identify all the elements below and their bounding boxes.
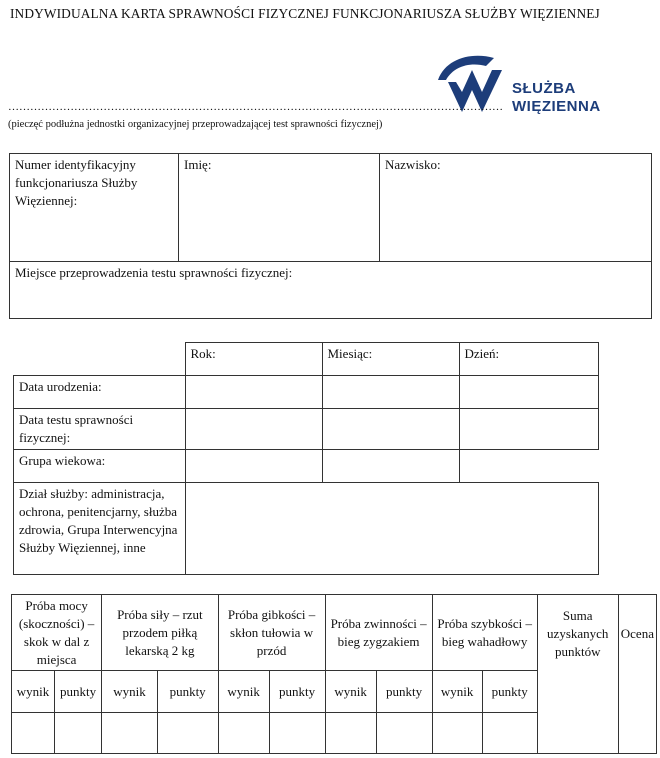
logo-text-line1: SŁUŻBA [512, 80, 576, 97]
birth-year-cell[interactable] [185, 376, 322, 409]
test-day-cell[interactable] [459, 409, 599, 450]
birth-day-cell[interactable] [459, 376, 599, 409]
last-name-label: Nazwisko: [385, 157, 441, 172]
test-header-power: Próba mocy (skoczności) – skok w dal z miejsca [12, 595, 102, 671]
agility-result-cell[interactable] [325, 713, 376, 754]
test-year-cell[interactable] [185, 409, 322, 450]
age-group-label: Grupa wiekowa: [14, 450, 186, 483]
test-date-label: Data testu sprawności fizycznej: [14, 409, 186, 450]
agility-points-label: punkty [376, 671, 432, 713]
last-name-field[interactable] [380, 154, 652, 262]
test-header-agility: Próba zwinności – bieg zygzakiem [325, 595, 432, 671]
birth-month-cell[interactable] [322, 376, 459, 409]
test-header-speed: Próba szybkości – bieg wahadłowy [432, 595, 537, 671]
fitness-tests-table [11, 594, 657, 754]
flexibility-points-label: punkty [269, 671, 325, 713]
id-number-label: Numer identyfikacyjny funkcjonariusza Służby Więziennej: [15, 157, 138, 208]
age-group-year-cell[interactable] [185, 450, 322, 483]
test-header-strength: Próba siły – rzut przodem piłką lekarską 2 kg [102, 595, 218, 671]
flexibility-result-cell[interactable] [218, 713, 269, 754]
service-dept-label: Dział służby: administracja, ochrona, penitencjarny, służba zdrowia, Grupa Interwencyjna Służby Więziennej, inne [14, 483, 186, 575]
agility-result-label: wynik [325, 671, 376, 713]
strength-result-label: wynik [102, 671, 158, 713]
logo-text-line2: WIĘZIENNA [512, 98, 601, 115]
grade-header [618, 595, 656, 754]
speed-result-label: wynik [432, 671, 482, 713]
power-points-cell[interactable] [55, 713, 102, 754]
first-name-field[interactable] [179, 154, 380, 262]
speed-result-cell[interactable] [432, 713, 482, 754]
power-result-cell[interactable] [12, 713, 55, 754]
grade-label: Ocena [620, 626, 654, 641]
stamp-dotted-line: ……………………………………………………………………………………………………………………… [8, 101, 503, 113]
day-header: Dzień: [459, 343, 599, 376]
dates-table [13, 342, 599, 575]
service-dept-cell[interactable] [185, 483, 599, 575]
document-title: INDYWIDUALNA KARTA SPRAWNOŚCI FIZYCZNEJ FUNKCJONARIUSZA SŁUŻBY WIĘZIENNEJ [10, 6, 600, 21]
points-sum-header [537, 595, 618, 754]
power-points-label: punkty [55, 671, 102, 713]
age-group-month-cell[interactable] [322, 450, 459, 483]
id-number-field[interactable] [10, 154, 179, 262]
strength-points-cell[interactable] [157, 713, 218, 754]
test-month-cell[interactable] [322, 409, 459, 450]
first-name-label: Imię: [184, 157, 212, 172]
power-result-label: wynik [12, 671, 55, 713]
flexibility-points-cell[interactable] [269, 713, 325, 754]
speed-points-label: punkty [482, 671, 537, 713]
test-location-label: Miejsce przeprowadzenia testu sprawności fizycznej: [15, 265, 293, 280]
flexibility-result-label: wynik [218, 671, 269, 713]
month-header: Miesiąc: [322, 343, 459, 376]
agility-points-cell[interactable] [376, 713, 432, 754]
strength-points-label: punkty [157, 671, 218, 713]
strength-result-cell[interactable] [102, 713, 158, 754]
year-header: Rok: [185, 343, 322, 376]
stamp-caption: (pieczęć podłużna jednostki organizacyjnej przeprowadzającej test sprawności fizycznej) [8, 119, 383, 130]
test-location-field[interactable] [10, 262, 652, 319]
speed-points-cell[interactable] [482, 713, 537, 754]
test-header-flexibility: Próba gibkości – skłon tułowia w przód [218, 595, 325, 671]
personal-data-table [9, 153, 652, 319]
birth-date-label: Data urodzenia: [14, 376, 186, 409]
points-sum-label: Suma uzyskanych punktów [547, 608, 609, 659]
